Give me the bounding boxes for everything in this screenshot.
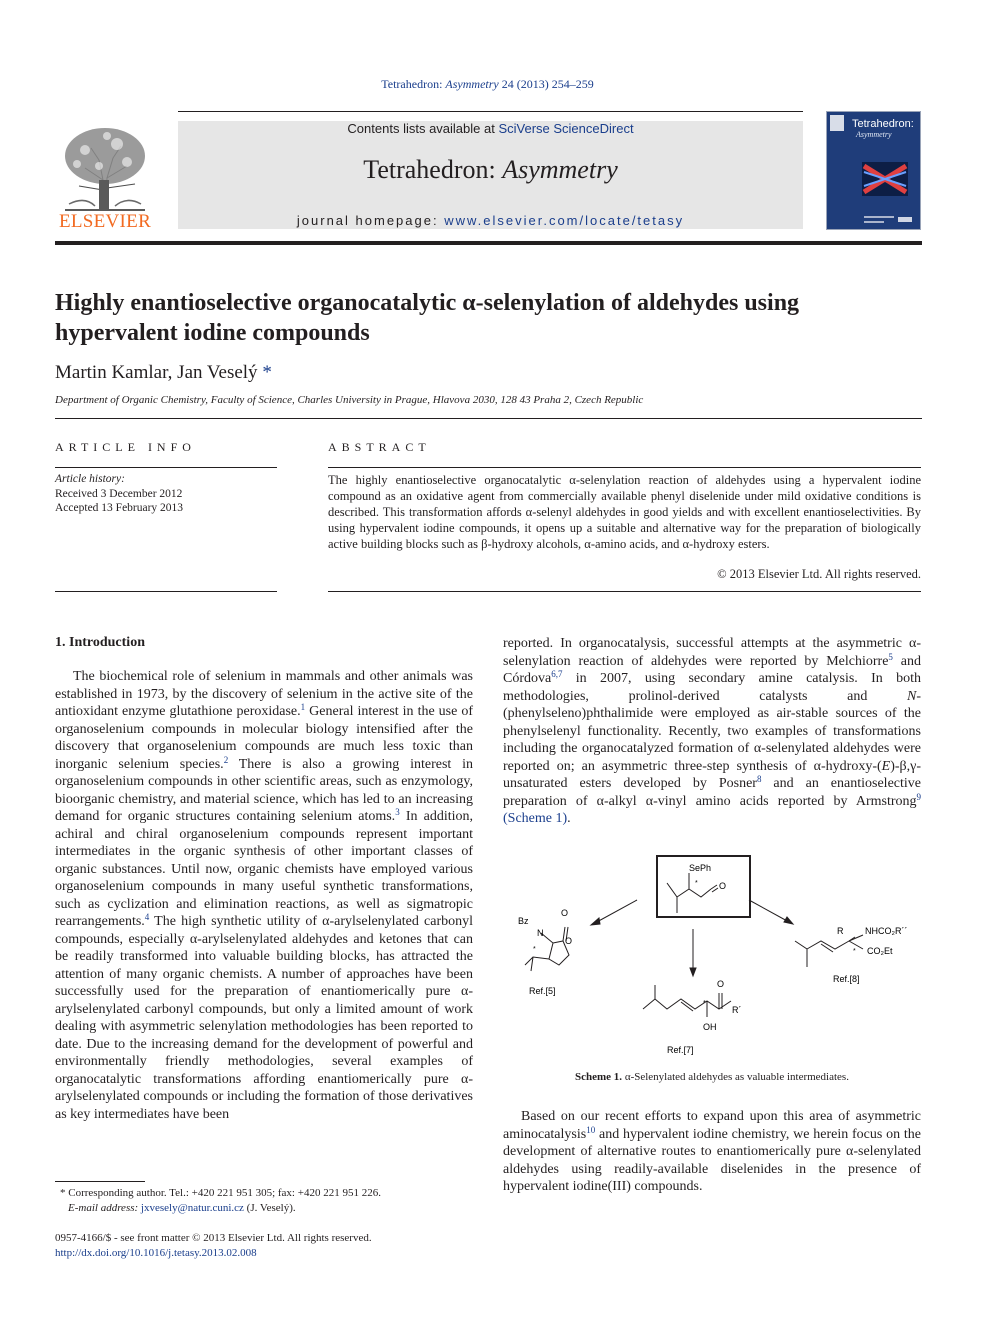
scheme-left-stereo: * bbox=[533, 946, 536, 953]
cover-title: Tetrahedron: bbox=[852, 118, 914, 130]
cover-logo-icon bbox=[828, 113, 846, 133]
scheme-bottom-o: O bbox=[717, 979, 725, 989]
cover-subtitle: Asymmetry bbox=[856, 130, 892, 139]
ref-9[interactable]: 9 bbox=[916, 791, 921, 802]
scheme-right-stereo: * bbox=[853, 948, 856, 955]
scheme-left-n: N bbox=[537, 928, 544, 938]
scheme-1-link[interactable]: (Scheme 1) bbox=[503, 811, 568, 826]
scheme-left-o2: O bbox=[565, 936, 573, 946]
scheme-bottom-stereo: * bbox=[703, 1000, 706, 1007]
article-info-heading: ARTICLE INFO bbox=[55, 440, 196, 454]
scheme-center-structure bbox=[667, 873, 718, 913]
article-title: Highly enantioselective organocatalytic α-selenylation of aldehydes using hypervalent iodine compounds bbox=[55, 290, 800, 346]
author-list: Martin Kamlar, Jan Veselý * bbox=[55, 362, 272, 383]
footnote-divider bbox=[55, 1181, 145, 1182]
abstract-rule bbox=[328, 467, 921, 468]
issn-and-doi bbox=[55, 1231, 372, 1261]
scheme-right-nhco2r: NHCO₂R´´ bbox=[865, 926, 908, 936]
scheme-left-bz: Bz bbox=[518, 916, 529, 926]
journal-name: Tetrahedron: Asymmetry bbox=[363, 155, 618, 184]
body-column-right-top bbox=[503, 635, 921, 828]
cover-footer-marks bbox=[864, 214, 914, 226]
section-heading-introduction: 1. Introduction bbox=[55, 635, 145, 650]
abstract-text: The highly enantioselective organocatalytic α-selenylation reaction of aldehydes using a hypervalent iodine compound as an oxidative agent from commercially available phenyl diselenide under mild oxidative conditions is described. This transformation affords α-selenyl aldehydes in good yields and with excellent enantioselectivities. By using hypervalent iodine compounds, it opens up a suitable and alternative way for the preparation of biologically active building blocks such as β-hydroxy alcohols, α-amino acids, and α-hydroxy esters. bbox=[328, 473, 921, 551]
corresponding-author-footnote: * Corresponding author. Tel.: +420 221 951 305; fax: +420 221 951 226. E-mail address: jxvesely@natur.cuni.cz (J. Veselý). bbox=[60, 1187, 381, 1214]
scheme-1-figure bbox=[503, 845, 921, 1060]
body-column-right-bottom bbox=[503, 1108, 921, 1196]
accepted-date: Accepted 13 February 2013 bbox=[55, 502, 184, 514]
scheme-left-structure bbox=[525, 927, 569, 971]
affiliation-divider bbox=[55, 418, 922, 419]
abstract-heading: ABSTRACT bbox=[328, 440, 431, 454]
abstract-bottom-rule bbox=[328, 591, 921, 592]
scheme-right-r: R bbox=[837, 926, 844, 936]
issn-line: 0957-4166/$ - see front matter © 2013 Elsevier Ltd. All rights reserved. bbox=[55, 1232, 372, 1244]
received-date: Received 3 December 2012 bbox=[55, 487, 183, 500]
sciencedirect-link[interactable]: SciVerse ScienceDirect bbox=[498, 121, 634, 136]
scheme-right-ref: Ref.[8] bbox=[833, 974, 860, 984]
intro-paragraph-1: The biochemical role of selenium in mammals and other animals was established in 1973, by the discovery of selenium in the active site of the antioxidant enzyme glutathione peroxidase.$^1$ General interest in the use of organoselenium compounds in molecular biology intensified after the discovery that organoselenium compounds are much less toxic than inorganic selenium species.$^2$ There is also a growing interest in organoselenium compounds in other scientific areas, such as enzymology, bioorganic chemistry, and material science, which has led to an increasing demand for organic structures containing selenium atoms.$^3$ In addition, achiral and chiral organoselenium compounds represent important intermediates in the organic synthesis of other important classes of organic substances. Until now, organic chemists have employed various organoselenium compounds in many useful synthetic transformations, such as cyclization and elimination reactions, as well as sigmatropic rearrangements.$^4$ The high synthetic utility of α-arylselenylated carbonyl compounds, especially α-arylselenylated aldehydes and ketones that can be readily transformed into valuable building blocks, has attracted the attention of many organic chemists. A number of approaches have been successfully used for the preparation of enantiomerically pure α-arylselenylated carbonyl compounds, but only a limited amount of work dealing with asymmetric selenylation methodologies has been reported to date. Due to the increasing demand for the development of powerful and environmentally friendly methodologies, several examples of organocatalytic transformations affording enantiomerically pure α-arylselenylated compounds or including the formation of those derivatives as key intermediates have been bbox=[55, 669, 473, 1122]
header-top-rule bbox=[178, 111, 803, 112]
contents-line: Contents lists available at SciVerse ScienceDirect bbox=[347, 121, 634, 136]
abstract-copyright: © 2013 Elsevier Ltd. All rights reserved. bbox=[717, 567, 921, 581]
homepage-link[interactable]: www.elsevier.com/locate/tetasy bbox=[444, 213, 685, 228]
scheme-bottom-r: R´ bbox=[732, 1005, 742, 1015]
scheme-right-co2et: CO₂Et bbox=[867, 946, 893, 956]
ref-8[interactable]: 8 bbox=[756, 774, 762, 784]
scheme-bottom-ref: Ref.[7] bbox=[667, 1045, 694, 1055]
body-column-left bbox=[55, 668, 473, 1123]
scheme-center-o: O bbox=[719, 881, 727, 891]
doi-link[interactable]: http://dx.doi.org/10.1016/j.tetasy.2013.02.008 bbox=[55, 1247, 257, 1259]
scheme-center-stereo: * bbox=[695, 880, 698, 887]
article-info-bottom-rule bbox=[55, 591, 277, 592]
scheme-arrows bbox=[591, 900, 793, 976]
article-info-rule bbox=[55, 467, 277, 468]
intro-paragraph-2: Based on our recent efforts to expand upon this area of asymmetric aminocatalysis$^{10}$ and hypervalent iodine chemistry, we herein focus on the development of alternative routes to enantiomerically pure α-selenylated aldehydes using readily-available diselenides in the presence of hypervalent iodine(III) compounds. bbox=[503, 1109, 921, 1194]
scheme-left-ref: Ref.[5] bbox=[529, 986, 556, 996]
history-label: Article history: bbox=[55, 473, 125, 485]
scheme-center-seph: SePh bbox=[689, 863, 712, 873]
affiliation: Department of Organic Chemistry, Faculty of Science, Charles University in Prague, Hlavova 2030, 128 43 Praha 2, Czech Republic bbox=[55, 394, 644, 406]
header-divider bbox=[55, 241, 922, 245]
ref-2[interactable]: 2 bbox=[223, 754, 229, 765]
author-email-link[interactable]: jxvesely@natur.cuni.cz bbox=[140, 1202, 244, 1214]
ref-5[interactable]: 5 bbox=[888, 651, 893, 662]
ref-3[interactable]: 3 bbox=[395, 807, 400, 817]
scheme-1-caption: Scheme 1. α-Selenylated aldehydes as valuable intermediates. bbox=[575, 1071, 849, 1083]
cover-artwork bbox=[862, 162, 908, 196]
intro-paragraph-1-continued: reported. In organocatalysis, successful attempts at the asymmetric α-selenylation reaction of aldehydes were reported by Melchiorre$^5$ and Córdova$^{6,7}$ in 2007, using secondary amine catalysis. In both methodologies, prolinol-derived catalysts and N-(phenylseleno)phthalimide were employed as air-stable sources of the phenylselenyl functionality. Recently, two examples of transformations including the organocatalyzed formation of α-selenylated aldehydes were reported on; an asymmetric three-step synthesis of α-hydroxy-(E)-β,γ-unsaturated esters developed by Posner$^8$ and an enantioselective preparation of α-alkyl α-vinyl amino acids reported by Armstrong$^9$ (Scheme 1). bbox=[503, 636, 921, 826]
elsevier-wordmark: ELSEVIER bbox=[58, 211, 152, 232]
scheme-left-o1: O bbox=[561, 908, 569, 918]
scheme-bottom-oh: OH bbox=[703, 1022, 717, 1032]
scheme-bottom-structure bbox=[643, 985, 731, 1017]
ref-4[interactable]: 4 bbox=[144, 912, 150, 922]
citation-link[interactable]: Tetrahedron: Asymmetry 24 (2013) 254–259 bbox=[381, 77, 594, 91]
ref-6-7[interactable]: 6,7 bbox=[551, 669, 563, 679]
journal-homepage: journal homepage: www.elsevier.com/locate/tetasy bbox=[296, 213, 685, 228]
ref-10[interactable]: 10 bbox=[586, 1124, 596, 1135]
article-history bbox=[55, 472, 275, 516]
ref-1[interactable]: 1 bbox=[300, 702, 306, 712]
corresponding-author-mark[interactable]: * bbox=[262, 362, 272, 383]
journal-citation bbox=[0, 77, 975, 92]
